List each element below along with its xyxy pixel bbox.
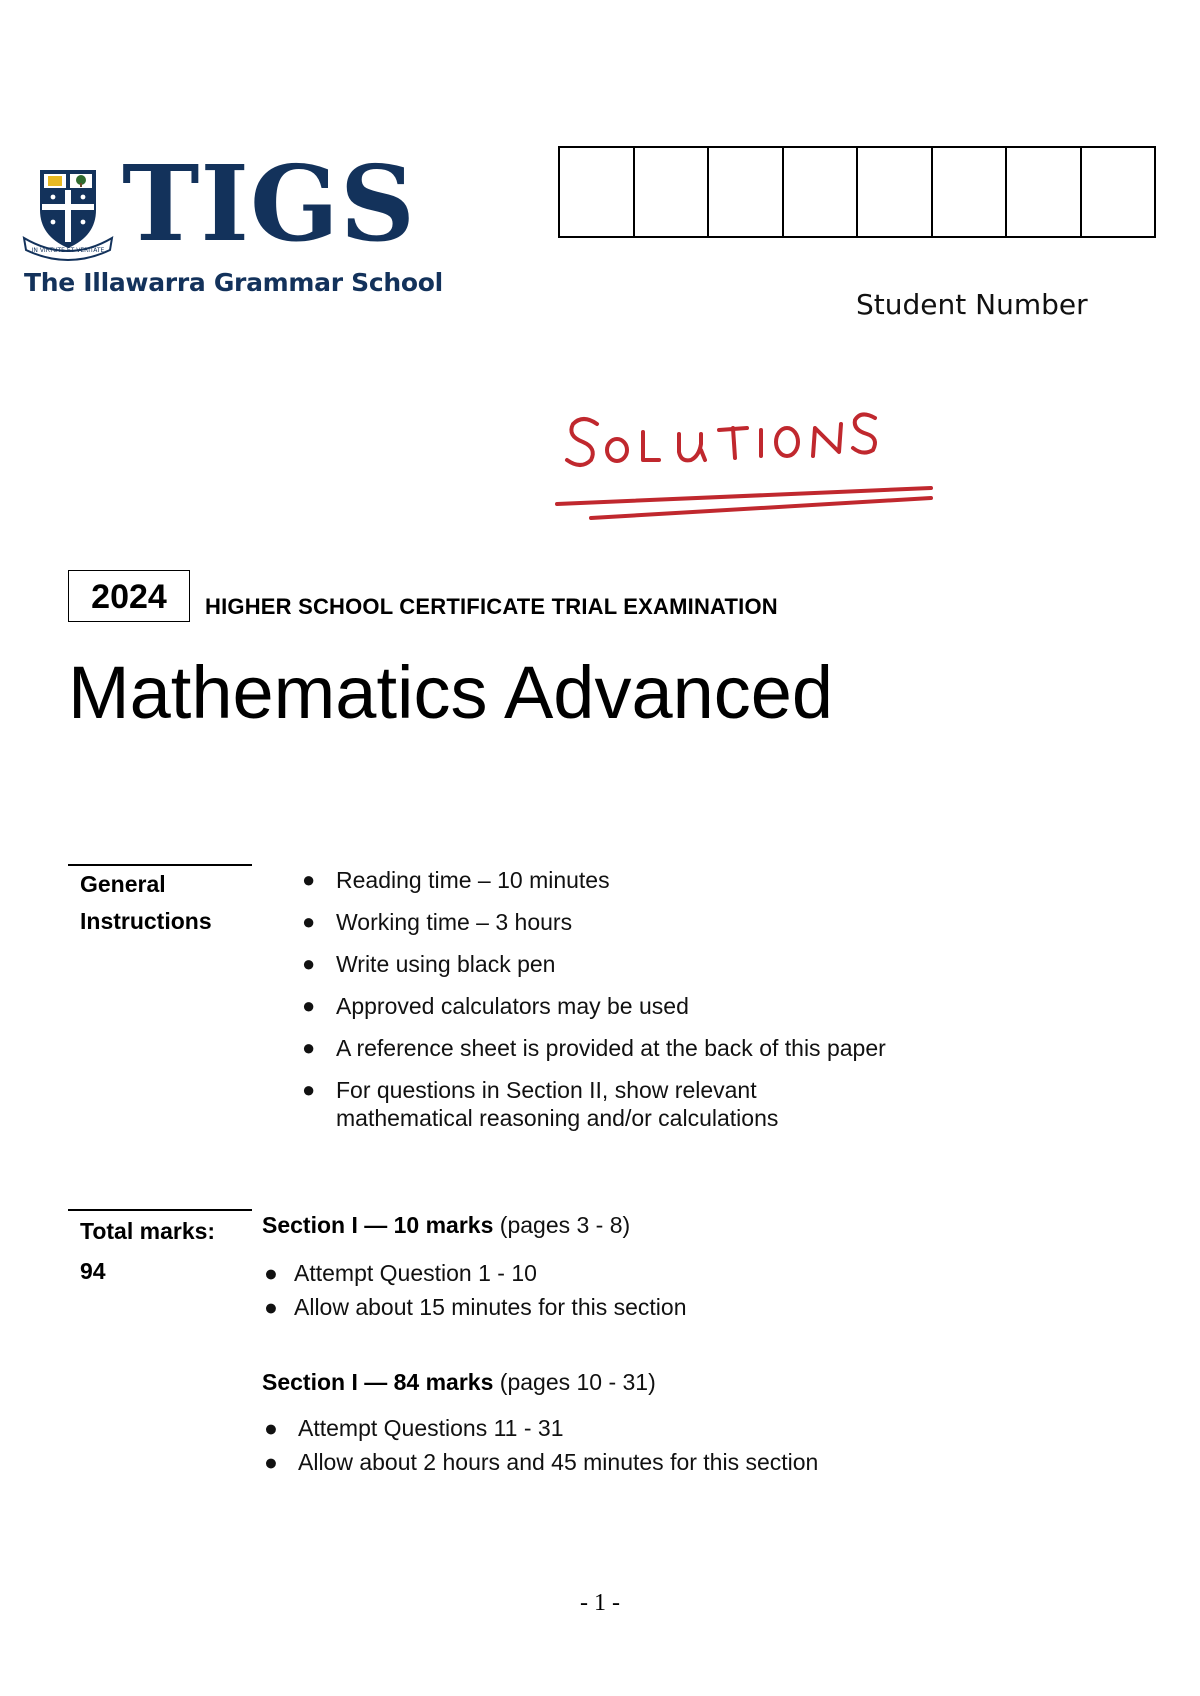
school-logo	[22, 142, 443, 300]
student-number-digit-box[interactable]	[558, 146, 633, 238]
section-item-text: Attempt Questions 11 - 31	[298, 1415, 564, 1441]
exam-title: HIGHER SCHOOL CERTIFICATE TRIAL EXAMINATION	[205, 594, 778, 619]
instruction-text: Reading time – 10 minutes	[336, 867, 610, 893]
student-number-boxes	[558, 146, 1156, 238]
instruction-item	[296, 1034, 886, 1062]
instruction-text: Approved calculators may be used	[336, 993, 689, 1019]
student-number-digit-box[interactable]	[1080, 146, 1157, 238]
student-number-digit-box[interactable]	[707, 146, 782, 238]
logo-wordmark: TIGS	[122, 142, 416, 265]
instruction-item	[296, 992, 886, 1020]
student-number-digit-box[interactable]	[782, 146, 857, 238]
instruction-item	[296, 908, 886, 936]
bullet-icon: ●	[264, 1415, 278, 1441]
exam-year: 2024	[68, 570, 190, 622]
instruction-text: Working time – 3 hours	[336, 909, 573, 935]
school-crest-icon	[22, 166, 114, 266]
total-marks-value: 94	[80, 1258, 106, 1284]
section-item	[262, 1256, 686, 1290]
student-number-digit-box[interactable]	[633, 146, 708, 238]
bullet-icon: ●	[264, 1449, 278, 1475]
section-1-list	[262, 1256, 686, 1324]
section-item-text: Attempt Question 1 - 10	[294, 1260, 537, 1286]
bullet-icon: ●	[302, 1035, 316, 1060]
student-number-digit-box[interactable]	[931, 146, 1006, 238]
instruction-item	[296, 1076, 886, 1132]
instruction-item	[296, 950, 886, 978]
bullet-icon: ●	[302, 993, 316, 1018]
bullet-icon: ●	[264, 1260, 278, 1286]
general-instructions-label-line: Instructions	[80, 908, 212, 934]
handwritten-solutions-annotation	[555, 400, 945, 530]
section-pages: (pages 3 - 8)	[499, 1212, 631, 1238]
bullet-icon: ●	[302, 909, 316, 934]
section-item-text: Allow about 2 hours and 45 minutes for this section	[298, 1449, 819, 1475]
bullet-icon: ●	[302, 867, 316, 892]
section-2-list	[262, 1411, 818, 1479]
total-marks-title: Total marks:	[80, 1218, 216, 1244]
svg-text:IN VIRTUTE ET VERITATE: IN VIRTUTE ET VERITATE	[31, 247, 105, 254]
bullet-icon: ●	[302, 1077, 316, 1102]
section-2-heading	[262, 1369, 656, 1396]
section-item-text: Allow about 15 minutes for this section	[294, 1294, 687, 1320]
instruction-text: A reference sheet is provided at the back of this paper	[336, 1035, 886, 1061]
total-marks-label	[80, 1211, 250, 1291]
page-number: - 1 -	[580, 1590, 620, 1616]
bullet-icon: ●	[302, 951, 316, 976]
student-number-digit-box[interactable]	[1005, 146, 1080, 238]
section-item	[262, 1290, 686, 1324]
student-number-digit-box[interactable]	[856, 146, 931, 238]
instruction-item	[296, 866, 886, 894]
section-item	[262, 1445, 818, 1479]
instruction-text: For questions in Section II, show relevant mathematical reasoning and/or calculations	[336, 1077, 779, 1131]
section-title: Section I — 10 marks	[262, 1212, 494, 1238]
bullet-icon: ●	[264, 1294, 278, 1320]
general-instructions-label-line: General	[80, 871, 166, 897]
section-1-heading	[262, 1212, 630, 1239]
section-item	[262, 1411, 818, 1445]
student-number-label: Student Number	[856, 288, 1088, 321]
instruction-text: Write using black pen	[336, 951, 556, 977]
subject-title: Mathematics Advanced	[68, 651, 834, 734]
section-pages: (pages 10 - 31)	[499, 1369, 656, 1395]
section-title: Section I — 84 marks	[262, 1369, 494, 1395]
general-instructions-list	[296, 866, 886, 1146]
general-instructions-label	[80, 866, 250, 940]
logo-school-name: The Illawarra Grammar School	[24, 268, 443, 297]
